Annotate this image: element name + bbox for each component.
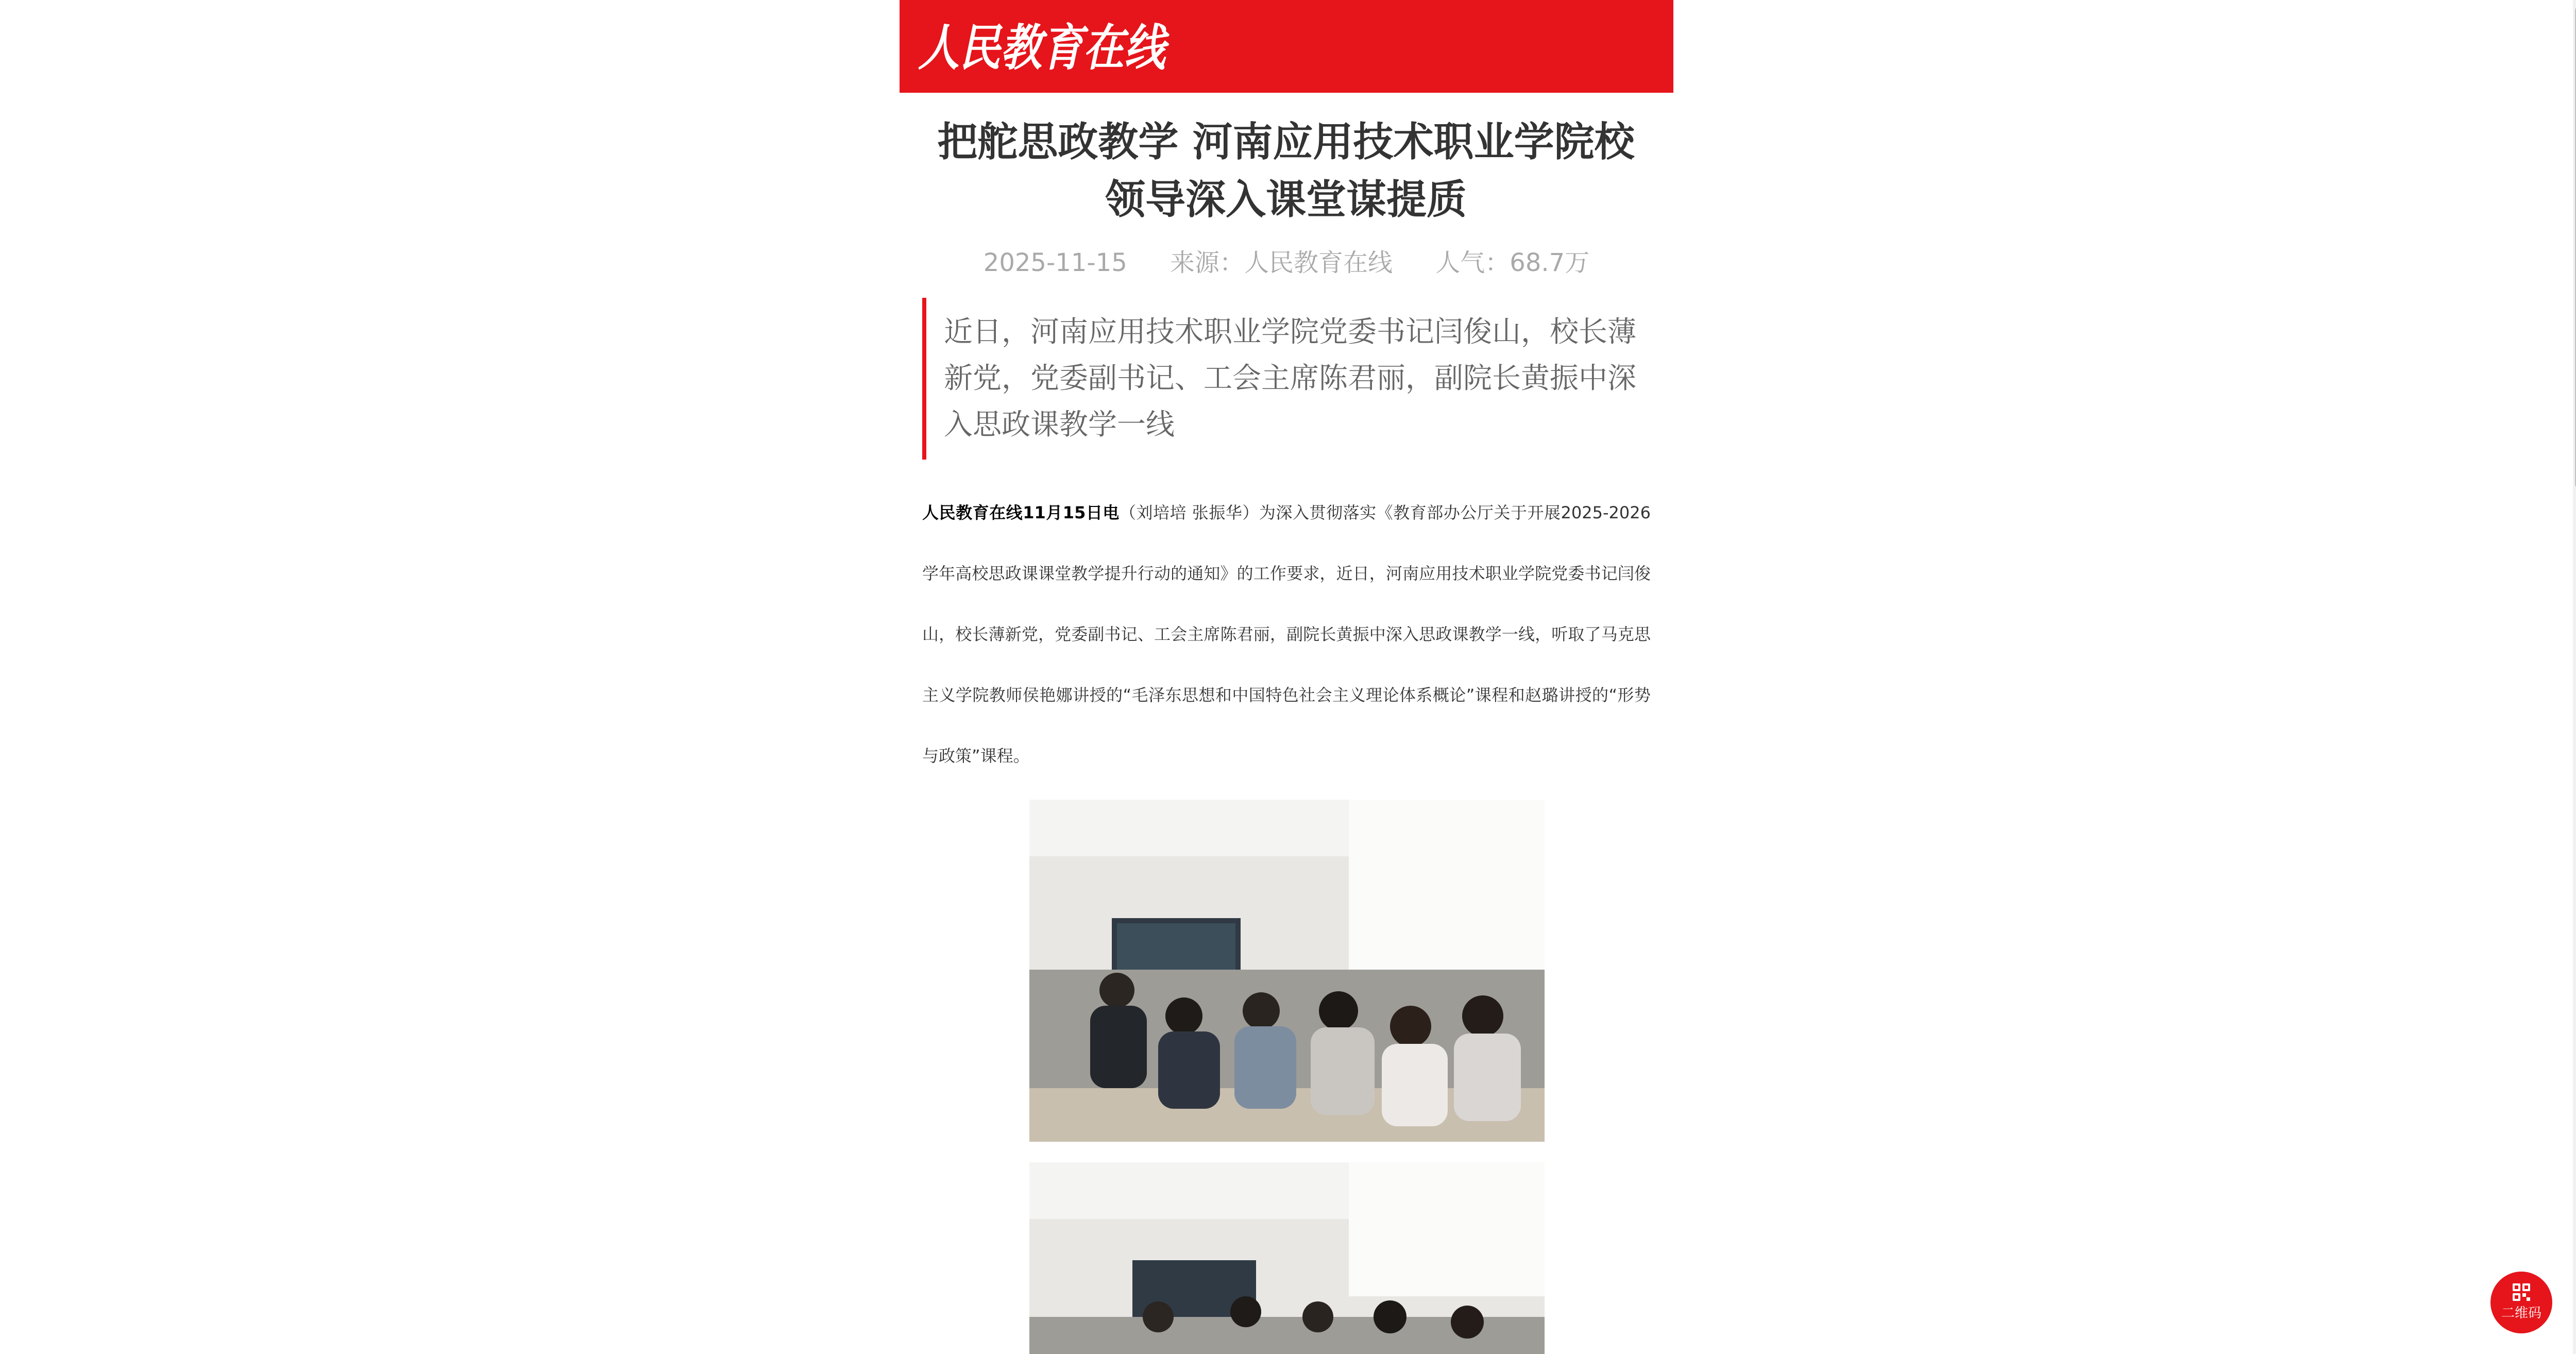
article-dateline: 人民教育在线11月15日电 [922, 503, 1120, 522]
classroom-photo-graphic [1029, 1162, 1545, 1354]
article-photo [1029, 800, 1545, 1142]
qr-code-label: 二维码 [2501, 1306, 2541, 1321]
article-column [900, 0, 1673, 1354]
qr-code-button[interactable] [2490, 1272, 2552, 1333]
article-summary: 近日，河南应用技术职业学院党委书记闫俊山，校长薄新党，党委副书记、工会主席陈君丽，副院长黄振中深入思政课教学一线 [922, 298, 1660, 460]
article-title: 把舵思政教学 河南应用技术职业学院校领导深入课堂谋提质 [937, 119, 1635, 223]
site-header [900, 0, 1673, 93]
site-logo[interactable] [915, 14, 1173, 78]
article-date: 2025-11-15 [983, 248, 1127, 277]
article-photo [1029, 1162, 1545, 1354]
qr-code-icon [2512, 1283, 2531, 1301]
site-logo-text: 人民教育在线 [918, 19, 1170, 77]
article-body [922, 482, 1651, 786]
article-body-text: （刘培培 张振华）为深入贯彻落实《教育部办公厅关于开展2025-2026学年高校思政课课堂教学提升行动的通知》的工作要求，近日，河南应用技术职业学院党委书记闫俊山，校长薄新党，党委副书记、工会主席陈君丽，副院长黄振中深入思政课教学一线，听取了马克思主义学院教师侯艳娜讲授的“毛泽东思想和中国特色社会主义理论体系概论”课程和赵璐讲授的“形势与政策”课程。 [922, 503, 1651, 766]
article-source: 来源：人民教育在线 [1170, 248, 1393, 277]
article-meta [900, 242, 1673, 283]
article-popularity: 人气：68.7万 [1435, 248, 1590, 277]
classroom-photo-graphic [1029, 800, 1545, 1142]
page-scrollbar[interactable] [2573, 0, 2576, 1354]
